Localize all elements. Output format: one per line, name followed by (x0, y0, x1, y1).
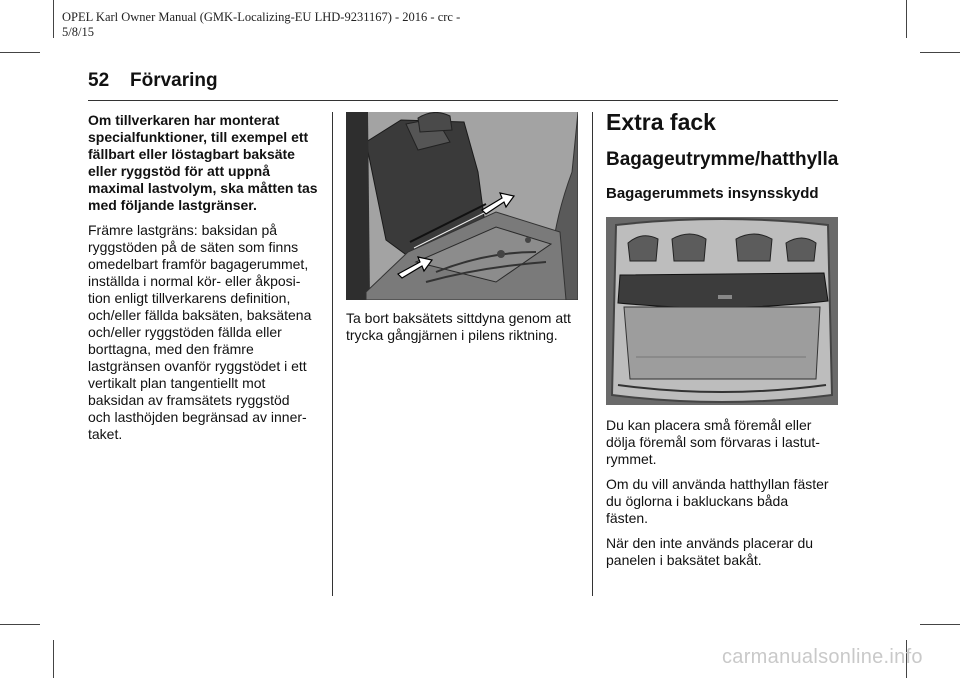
text-line: rymmet. (606, 451, 657, 467)
text-line: tion enligt tillverkarens definition, (88, 290, 291, 306)
source-line-2: 5/8/15 (62, 25, 94, 39)
text-line: och lasthöjden begränsad av inner- (88, 409, 307, 425)
heading-extra-fack: Extra fack (606, 109, 716, 135)
crop-mark (53, 0, 54, 38)
text-line: inställda i normal kör- eller åkposi- (88, 273, 301, 289)
crop-mark (920, 624, 960, 625)
text-line: borttagna, med den främre (88, 341, 254, 357)
text-line: taket. (88, 426, 123, 442)
column-2 (346, 112, 582, 344)
paragraph-attach-loops (606, 476, 842, 527)
text-line: lastgränsen ovanför ryggstödet i ett (88, 358, 307, 374)
column-1 (88, 112, 324, 443)
page-number: 52 (88, 70, 110, 91)
front-load-limit-text (88, 222, 324, 443)
text-line: och/eller fällda baksäten, baksätena (88, 307, 312, 323)
text-line: fästen. (606, 510, 649, 526)
column-divider (592, 112, 593, 596)
text-line: du öglorna i bakluckans båda (606, 493, 789, 509)
text-line: Du kan placera små föremål eller (606, 417, 812, 433)
text-line: vertikalt plan tangentiellt mot (88, 375, 266, 391)
paragraph-small-items (606, 417, 842, 468)
header-rule (88, 100, 838, 101)
watermark: carmanualsonline.info (722, 646, 923, 668)
paragraph-storage (606, 535, 842, 569)
text-line: ryggstöden på de säten som finns (88, 239, 299, 255)
load-limit-warning: Om tillverkaren har monterat specialfunktioner, till exempel ett fällbart eller löstagbart baksäte eller ryggstöd för att uppnå maximal lastvolym, ska måtten tas med följande lastgränser. (88, 112, 318, 213)
rear-seat-cushion-illustration (346, 112, 578, 300)
text-line: Främre lastgräns: baksidan på (88, 222, 278, 238)
column-divider (332, 112, 333, 596)
running-header (88, 70, 218, 92)
text-line: baksidan av framsätets ryggstöd (88, 392, 290, 408)
crop-mark (906, 0, 907, 38)
column-3 (606, 108, 842, 577)
section-title: Förvaring (130, 70, 218, 91)
crop-mark (53, 640, 54, 678)
text-line: omedelbart framför bagagerummet, (88, 256, 309, 272)
text-line: och/eller ryggstöden fällda eller (88, 324, 282, 340)
crop-mark (920, 52, 960, 53)
crop-mark (0, 624, 40, 625)
figure-caption (346, 310, 582, 344)
text-line: Om du vill använda hatthyllan fäster (606, 476, 829, 492)
heading-luggage-compartment: Bagageutrymme/hatthylla (606, 149, 839, 170)
text-line: panelen i baksätet bakåt. (606, 552, 762, 568)
caption-line: trycka gångjärnen i pilens riktning. (346, 327, 558, 343)
caption-line: Ta bort baksätets sittdyna genom att (346, 310, 571, 326)
cargo-cover-illustration (606, 217, 838, 405)
text-line: dölja föremål som förvaras i lastut- (606, 434, 820, 450)
text-line: När den inte används placerar du (606, 535, 814, 551)
document-source-header (62, 10, 522, 40)
crop-mark (0, 52, 40, 53)
heading-cargo-cover: Bagagerummets insynsskydd (606, 185, 819, 202)
source-line-1: OPEL Karl Owner Manual (GMK-Localizing-EU LHD-9231167) - 2016 - crc - (62, 10, 461, 24)
